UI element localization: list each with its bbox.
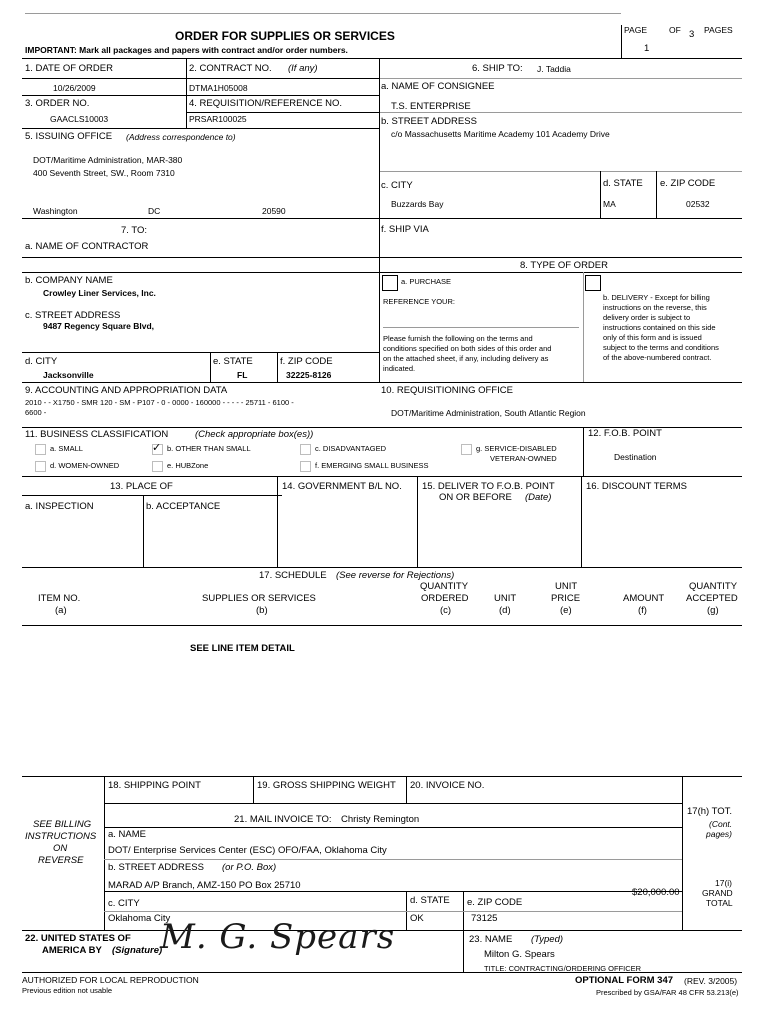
- billing-note-4: REVERSE: [38, 855, 84, 866]
- officer-title: TITLE: CONTRACTING/ORDERING OFFICER: [484, 964, 642, 973]
- invoice-state-label: d. STATE: [410, 895, 450, 906]
- ship-to-street: c/o Massachusetts Maritime Academy 101 Academy Drive: [391, 129, 610, 139]
- ship-to-city-label: c. CITY: [381, 180, 413, 191]
- qty-accepted-header-1: QUANTITY: [689, 581, 738, 592]
- important-note: IMPORTANT: Mark all packages and papers with contract and/or order numbers.: [25, 45, 348, 55]
- fob-point: Destination: [614, 452, 657, 462]
- hubzone-label: e. HUBZone: [167, 461, 209, 470]
- deliver-to-fob-label: 15. DELIVER TO F.O.B. POINT: [422, 481, 555, 492]
- requisition-no: PRSAR100025: [189, 114, 247, 124]
- invoice-city: Oklahoma City: [108, 913, 171, 924]
- signature-note: (Signature): [112, 945, 163, 956]
- ship-to-label: 6. SHIP TO:: [472, 63, 523, 74]
- date-of-order-label: 1. DATE OF ORDER: [25, 63, 113, 74]
- accounting-line1: 2010 - - X1750 - SMR 120 - SM - P107 - 0 - 0000 - 160000 - - - - - 25711 - 6100 -: [25, 398, 294, 407]
- business-classification-note: (Check appropriate box(es)): [195, 429, 314, 440]
- requisitioning-office: DOT/Maritime Administration, South Atlantic Region: [391, 408, 586, 418]
- typed-name: Milton G. Spears: [484, 949, 555, 960]
- ship-via-label: f. SHIP VIA: [381, 224, 429, 235]
- mail-invoice-attn: Christy Remington: [341, 814, 420, 825]
- issuing-office-note: (Address correspondence to): [126, 132, 236, 142]
- amount-sub: (f): [638, 605, 647, 616]
- furnish-text-4: indicated.: [383, 364, 416, 373]
- issuing-office-zip: 20590: [262, 206, 286, 216]
- form-number: OPTIONAL FORM 347: [575, 975, 674, 986]
- discount-terms-label: 16. DISCOUNT TERMS: [586, 481, 688, 492]
- contractor-state: FL: [237, 370, 248, 380]
- invoice-name-label: a. NAME: [108, 829, 147, 840]
- on-or-before-note: (Date): [525, 492, 552, 503]
- accounting-line2: 6600 -: [25, 408, 47, 417]
- delivery-text-1: b. DELIVERY - Except for billing: [603, 293, 710, 302]
- schedule-note: (See reverse for Rejections): [336, 570, 455, 581]
- typed-name-note: (Typed): [531, 934, 564, 945]
- small-label: a. SMALL: [50, 444, 83, 453]
- qty-accepted-sub: (g): [707, 605, 719, 616]
- total-cont-label: 17(h) TOT.: [687, 806, 733, 817]
- contracting-officer-signature: M. G. Spears: [160, 917, 396, 957]
- reference-your-label: REFERENCE YOUR:: [383, 297, 455, 306]
- unit-price-header-2: PRICE: [551, 593, 581, 604]
- billing-note-1: SEE BILLING: [33, 819, 92, 830]
- consignee-label: a. NAME OF CONSIGNEE: [381, 81, 495, 92]
- requisition-no-label: 4. REQUISITION/REFERENCE NO.: [189, 98, 343, 109]
- invoice-street: MARAD A/P Branch, AMZ-150 PO Box 25710: [108, 880, 301, 891]
- disadvantaged-checkbox[interactable]: [300, 444, 311, 455]
- contractor-zip-label: f. ZIP CODE: [280, 356, 333, 367]
- delivery-text-2: instructions on the reverse, this: [603, 303, 707, 312]
- supplies-sub: (b): [256, 605, 268, 616]
- place-of-label: 13. PLACE OF: [110, 481, 173, 492]
- of-label: OF: [669, 25, 681, 35]
- invoice-no-label: 20. INVOICE NO.: [410, 780, 485, 791]
- purchase-label: a. PURCHASE: [401, 277, 452, 286]
- issuing-office-city: Washington: [33, 206, 78, 216]
- acceptance-label: b. ACCEPTANCE: [146, 501, 221, 512]
- order-no: GAACLS10003: [50, 114, 109, 124]
- america-by-label: AMERICA BY: [42, 945, 102, 956]
- to-label: 7. TO:: [121, 225, 148, 236]
- shipping-point-label: 18. SHIPPING POINT: [108, 780, 201, 791]
- qty-ordered-header-2: ORDERED: [421, 593, 469, 604]
- united-states-label: 22. UNITED STATES OF: [25, 933, 131, 944]
- company-name-label: b. COMPANY NAME: [25, 275, 113, 286]
- gross-weight-label: 19. GROSS SHIPPING WEIGHT: [257, 780, 396, 791]
- qty-ordered-sub: (c): [440, 605, 452, 616]
- sdvo-checkbox[interactable]: [461, 444, 472, 455]
- contract-no-label: 2. CONTRACT NO.: [189, 63, 272, 74]
- contract-no: DTMA1H05008: [189, 83, 248, 93]
- company-name: Crowley Liner Services, Inc.: [43, 288, 156, 298]
- form-title: ORDER FOR SUPPLIES OR SERVICES: [175, 29, 395, 43]
- invoice-zip: 73125: [471, 913, 498, 924]
- issuing-office-line2: 400 Seventh Street, SW., Room 7310: [33, 168, 175, 178]
- total-cont-note-2: pages): [706, 829, 732, 839]
- delivery-text-4: instructions contained on this side: [603, 323, 716, 332]
- furnish-text-2: conditions specified on both sides of this order and: [383, 344, 552, 353]
- prescribed-by: Prescribed by GSA/FAR 48 CFR 53.213(e): [596, 988, 739, 997]
- business-classification-label: 11. BUSINESS CLASSIFICATION: [25, 429, 169, 440]
- government-bl-label: 14. GOVERNMENT B/L NO.: [282, 481, 402, 492]
- contractor-street: 9487 Regency Square Blvd,: [43, 321, 155, 331]
- item-no-sub: (a): [55, 605, 67, 616]
- ship-to-zip-label: e. ZIP CODE: [660, 178, 716, 189]
- women-owned-label: d. WOMEN-OWNED: [50, 461, 120, 470]
- furnish-text-3: on the attached sheet, if any, including delivery as: [383, 354, 549, 363]
- line-item-detail: SEE LINE ITEM DETAIL: [190, 643, 295, 654]
- contract-no-note: (If any): [288, 63, 318, 74]
- delivery-text-6: subject to the terms and conditions: [603, 343, 719, 352]
- ship-to-state: MA: [603, 199, 616, 209]
- disadvantaged-label: c. DISADVANTAGED: [315, 444, 386, 453]
- issuing-office-line1: DOT/Maritime Administration, MAR-380: [33, 155, 183, 165]
- invoice-street-note: (or P.O. Box): [222, 862, 277, 873]
- accounting-label: 9. ACCOUNTING AND APPROPRIATION DATA: [25, 385, 228, 396]
- invoice-city-label: c. CITY: [108, 898, 140, 909]
- ship-to-street-label: b. STREET ADDRESS: [381, 116, 477, 127]
- requisitioning-office-label: 10. REQUISITIONING OFFICE: [381, 385, 513, 396]
- contractor-city: Jacksonville: [43, 370, 94, 380]
- ship-to-zip: 02532: [686, 199, 710, 209]
- hubzone-checkbox[interactable]: [152, 461, 163, 472]
- qty-ordered-header-1: QUANTITY: [420, 581, 469, 592]
- schedule-label: 17. SCHEDULE: [259, 570, 327, 581]
- mail-invoice-label: 21. MAIL INVOICE TO:: [234, 814, 332, 825]
- issuing-office-label: 5. ISSUING OFFICE: [25, 131, 113, 142]
- authorized-reproduction: AUTHORIZED FOR LOCAL REPRODUCTION: [22, 975, 199, 985]
- unit-sub: (d): [499, 605, 511, 616]
- unit-header: UNIT: [494, 593, 517, 604]
- qty-accepted-header-2: ACCEPTED: [686, 593, 738, 604]
- invoice-zip-label: e. ZIP CODE: [467, 897, 523, 908]
- contractor-zip: 32225-8126: [286, 370, 332, 380]
- total-pages: 3: [689, 29, 695, 40]
- contractor-name-label: a. NAME OF CONTRACTOR: [25, 241, 149, 252]
- emerging-small-business-checkbox[interactable]: [300, 461, 311, 472]
- furnish-text-1: Please furnish the following on the terms and: [383, 334, 533, 343]
- order-no-label: 3. ORDER NO.: [25, 98, 90, 109]
- pages-label: PAGES: [704, 25, 733, 35]
- billing-note-2: INSTRUCTIONS: [25, 831, 97, 842]
- consignee-name: T.S. ENTERPRISE: [391, 101, 471, 112]
- ship-to-state-label: d. STATE: [603, 178, 643, 189]
- unit-price-header-1: UNIT: [555, 581, 578, 592]
- grand-total-label-3: TOTAL: [706, 898, 733, 908]
- check-mark-icon: ✓: [152, 442, 162, 454]
- previous-edition: Previous edition not usable: [22, 986, 113, 995]
- sdvo-label-2: VETERAN-OWNED: [490, 454, 557, 463]
- fob-point-label: 12. F.O.B. POINT: [588, 428, 662, 439]
- typed-name-label: 23. NAME: [469, 934, 513, 945]
- invoice-street-label: b. STREET ADDRESS: [108, 862, 204, 873]
- contractor-state-label: e. STATE: [213, 356, 253, 367]
- other-than-small-label: b. OTHER THAN SMALL: [167, 444, 251, 453]
- total-cont-note-1: (Cont.: [709, 819, 733, 829]
- issuing-office-state: DC: [148, 206, 161, 216]
- on-or-before-label: ON OR BEFORE: [439, 492, 512, 503]
- item-no-header: ITEM NO.: [38, 593, 81, 604]
- delivery-text-7: of the above-numbered contract.: [603, 353, 712, 362]
- emerging-small-business-label: f. EMERGING SMALL BUSINESS: [315, 461, 429, 470]
- purchase-checkbox[interactable]: [382, 275, 398, 291]
- unit-price-sub: (e): [560, 605, 572, 616]
- page-label: PAGE: [624, 25, 647, 35]
- delivery-checkbox[interactable]: [585, 275, 601, 291]
- page-number: 1: [644, 43, 650, 54]
- contractor-city-label: d. CITY: [25, 356, 58, 367]
- grand-total-label-1: 17(i): [715, 878, 733, 888]
- inspection-label: a. INSPECTION: [25, 501, 94, 512]
- invoice-state: OK: [410, 913, 424, 924]
- delivery-text-5: only of this form and is issued: [603, 333, 702, 342]
- amount-header: AMOUNT: [623, 593, 665, 604]
- women-owned-checkbox[interactable]: [35, 461, 46, 472]
- supplies-header: SUPPLIES OR SERVICES: [202, 593, 316, 604]
- ship-to-city: Buzzards Bay: [391, 199, 444, 209]
- contractor-street-label: c. STREET ADDRESS: [25, 310, 121, 321]
- type-of-order-label: 8. TYPE OF ORDER: [520, 260, 608, 271]
- grand-total-amount: $20,000.00: [632, 887, 680, 898]
- date-of-order: 10/26/2009: [53, 83, 96, 93]
- small-checkbox[interactable]: [35, 444, 46, 455]
- billing-note-3: ON: [53, 843, 68, 854]
- form-revision: (REV. 3/2005): [684, 976, 738, 986]
- ship-to-attn: J. Taddia: [537, 64, 571, 74]
- grand-total-label-2: GRAND: [702, 888, 733, 898]
- sdvo-label-1: g. SERVICE-DISABLED: [476, 444, 557, 453]
- invoice-name: DOT/ Enterprise Services Center (ESC) OFO/FAA, Oklahoma City: [108, 845, 387, 856]
- delivery-text-3: delivery order is subject to: [603, 313, 691, 322]
